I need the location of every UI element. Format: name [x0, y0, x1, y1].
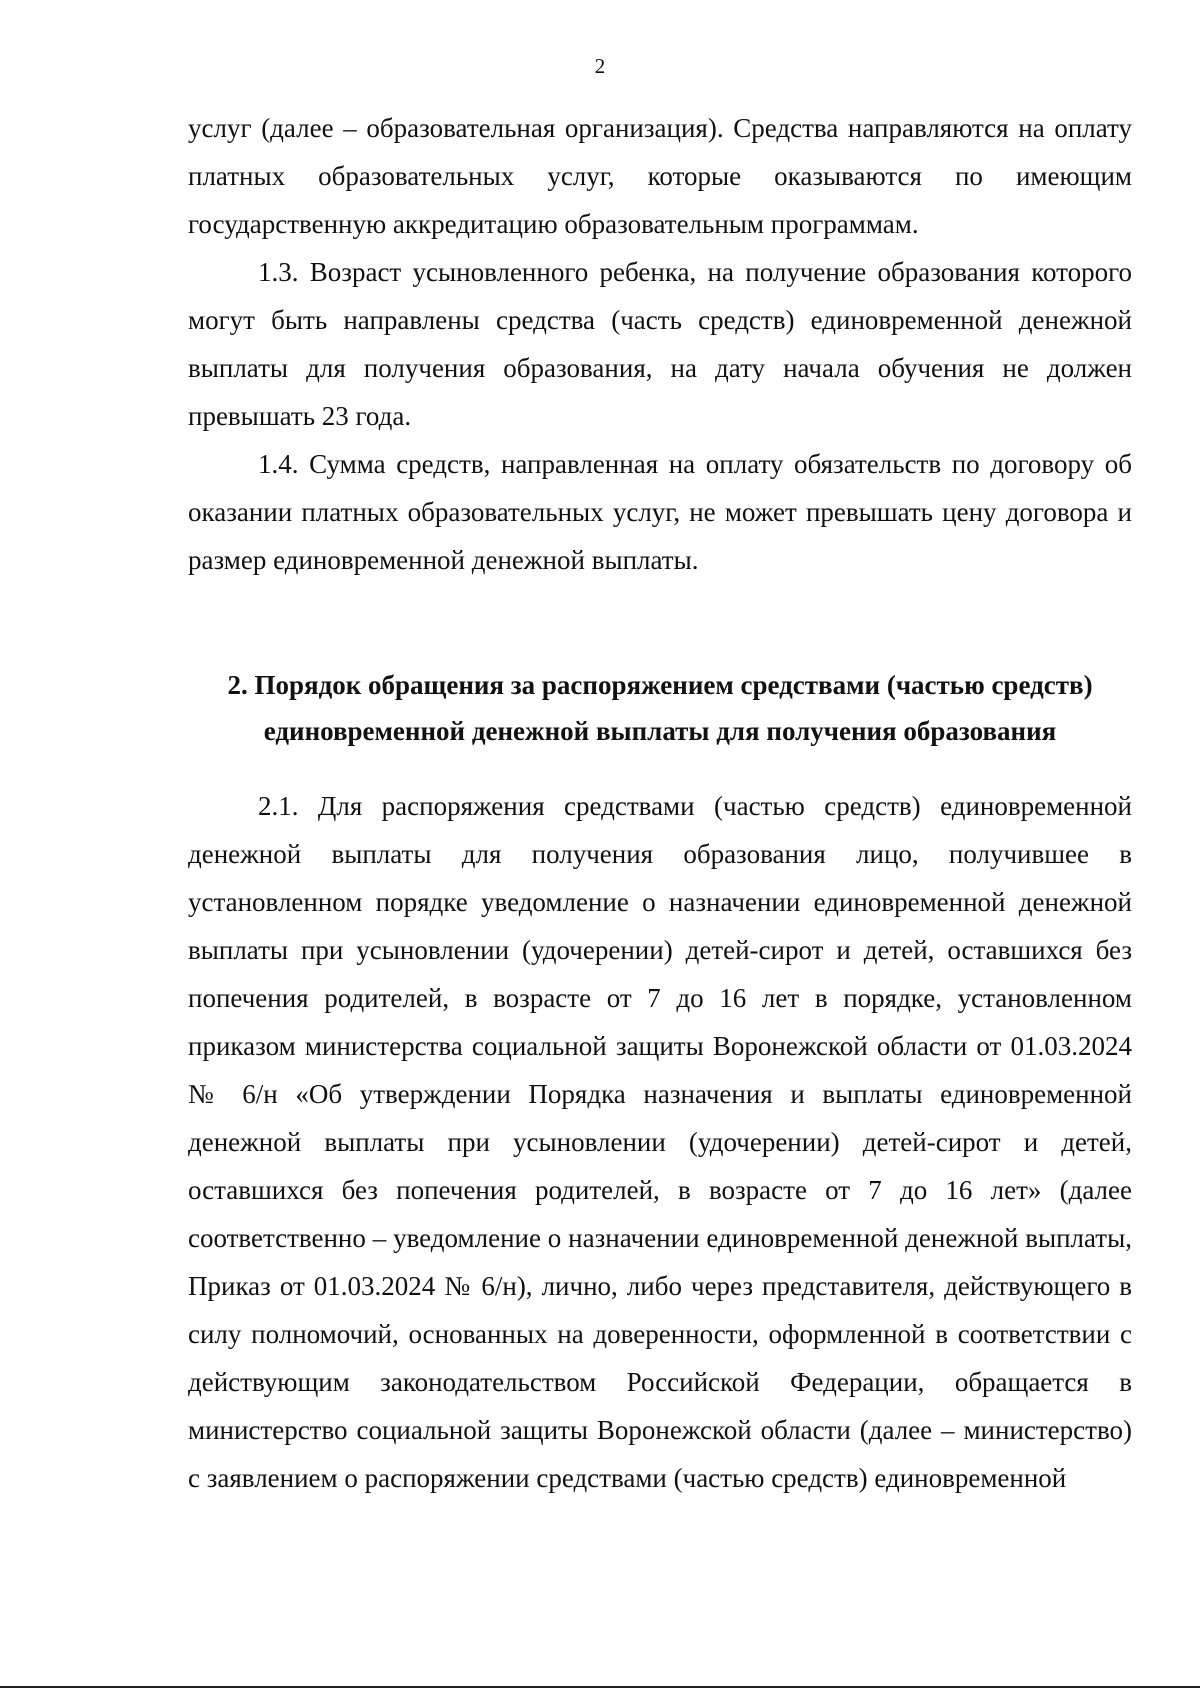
paragraph-1-4: 1.4. Сумма средств, направленная на оплату обязательств по договору об оказании платных образовательных услуг, не может превышать цену договора и размер единовременной денежной выплаты. — [188, 449, 1132, 575]
section-2-heading-line-2: единовременной денежной выплаты для получения образования — [263, 716, 1057, 746]
bottom-scan-edge — [0, 1686, 1200, 1688]
paragraph-continuation: услуг (далее – образовательная организация). Средства направляются на оплату платных образовательных услуг, которые оказываются по имеющим государственную аккредитацию образовательным программам. — [188, 113, 1132, 239]
paragraph-2-1: 2.1. Для распоряжения средствами (частью средств) единовременной денежной выплаты для получения образования лицо, получившее в установленном порядке уведомление о назначении единовременной денежной выплаты при усыновлении (удочерении) детей-сирот и детей, оставшихся без попечения родителей, в возрасте от 7 до 16 лет в порядке, установленном приказом министерства социальной защиты Воронежской области от 01.03.2024 № 6/н «Об утверждении Порядка назначения и выплаты единовременной денежной выплаты при усыновлении (удочерении) детей-сирот и детей, оставшихся без попечения родителей, в возрасте от 7 до 16 лет» (далее соответственно – уведомление о назначении единовременной денежной выплаты, Приказ от 01.03.2024 № 6/н), лично, либо через представителя, действующего в силу полномочий, основанных на доверенности, оформленной в соответствии с действующим законодательством Российской Федерации, обращается в министерство социальной защиты Воронежской области (далее – министерство) с заявлением о распоряжении средствами (частью средств) единовременной — [188, 791, 1132, 1493]
page-number: 2 — [594, 54, 606, 78]
section-2-heading-line-1: 2. Порядок обращения за распоряжением средствами (частью средств) — [227, 670, 1093, 700]
paragraph-1-3: 1.3. Возраст усыновленного ребенка, на получение образования которого могут быть направлены средства (часть средств) единовременной денежной выплаты для получения образования, на дату начала обучения не должен превышать 23 года. — [188, 257, 1132, 431]
document-body — [188, 104, 1132, 1502]
section-2-heading — [188, 662, 1132, 754]
